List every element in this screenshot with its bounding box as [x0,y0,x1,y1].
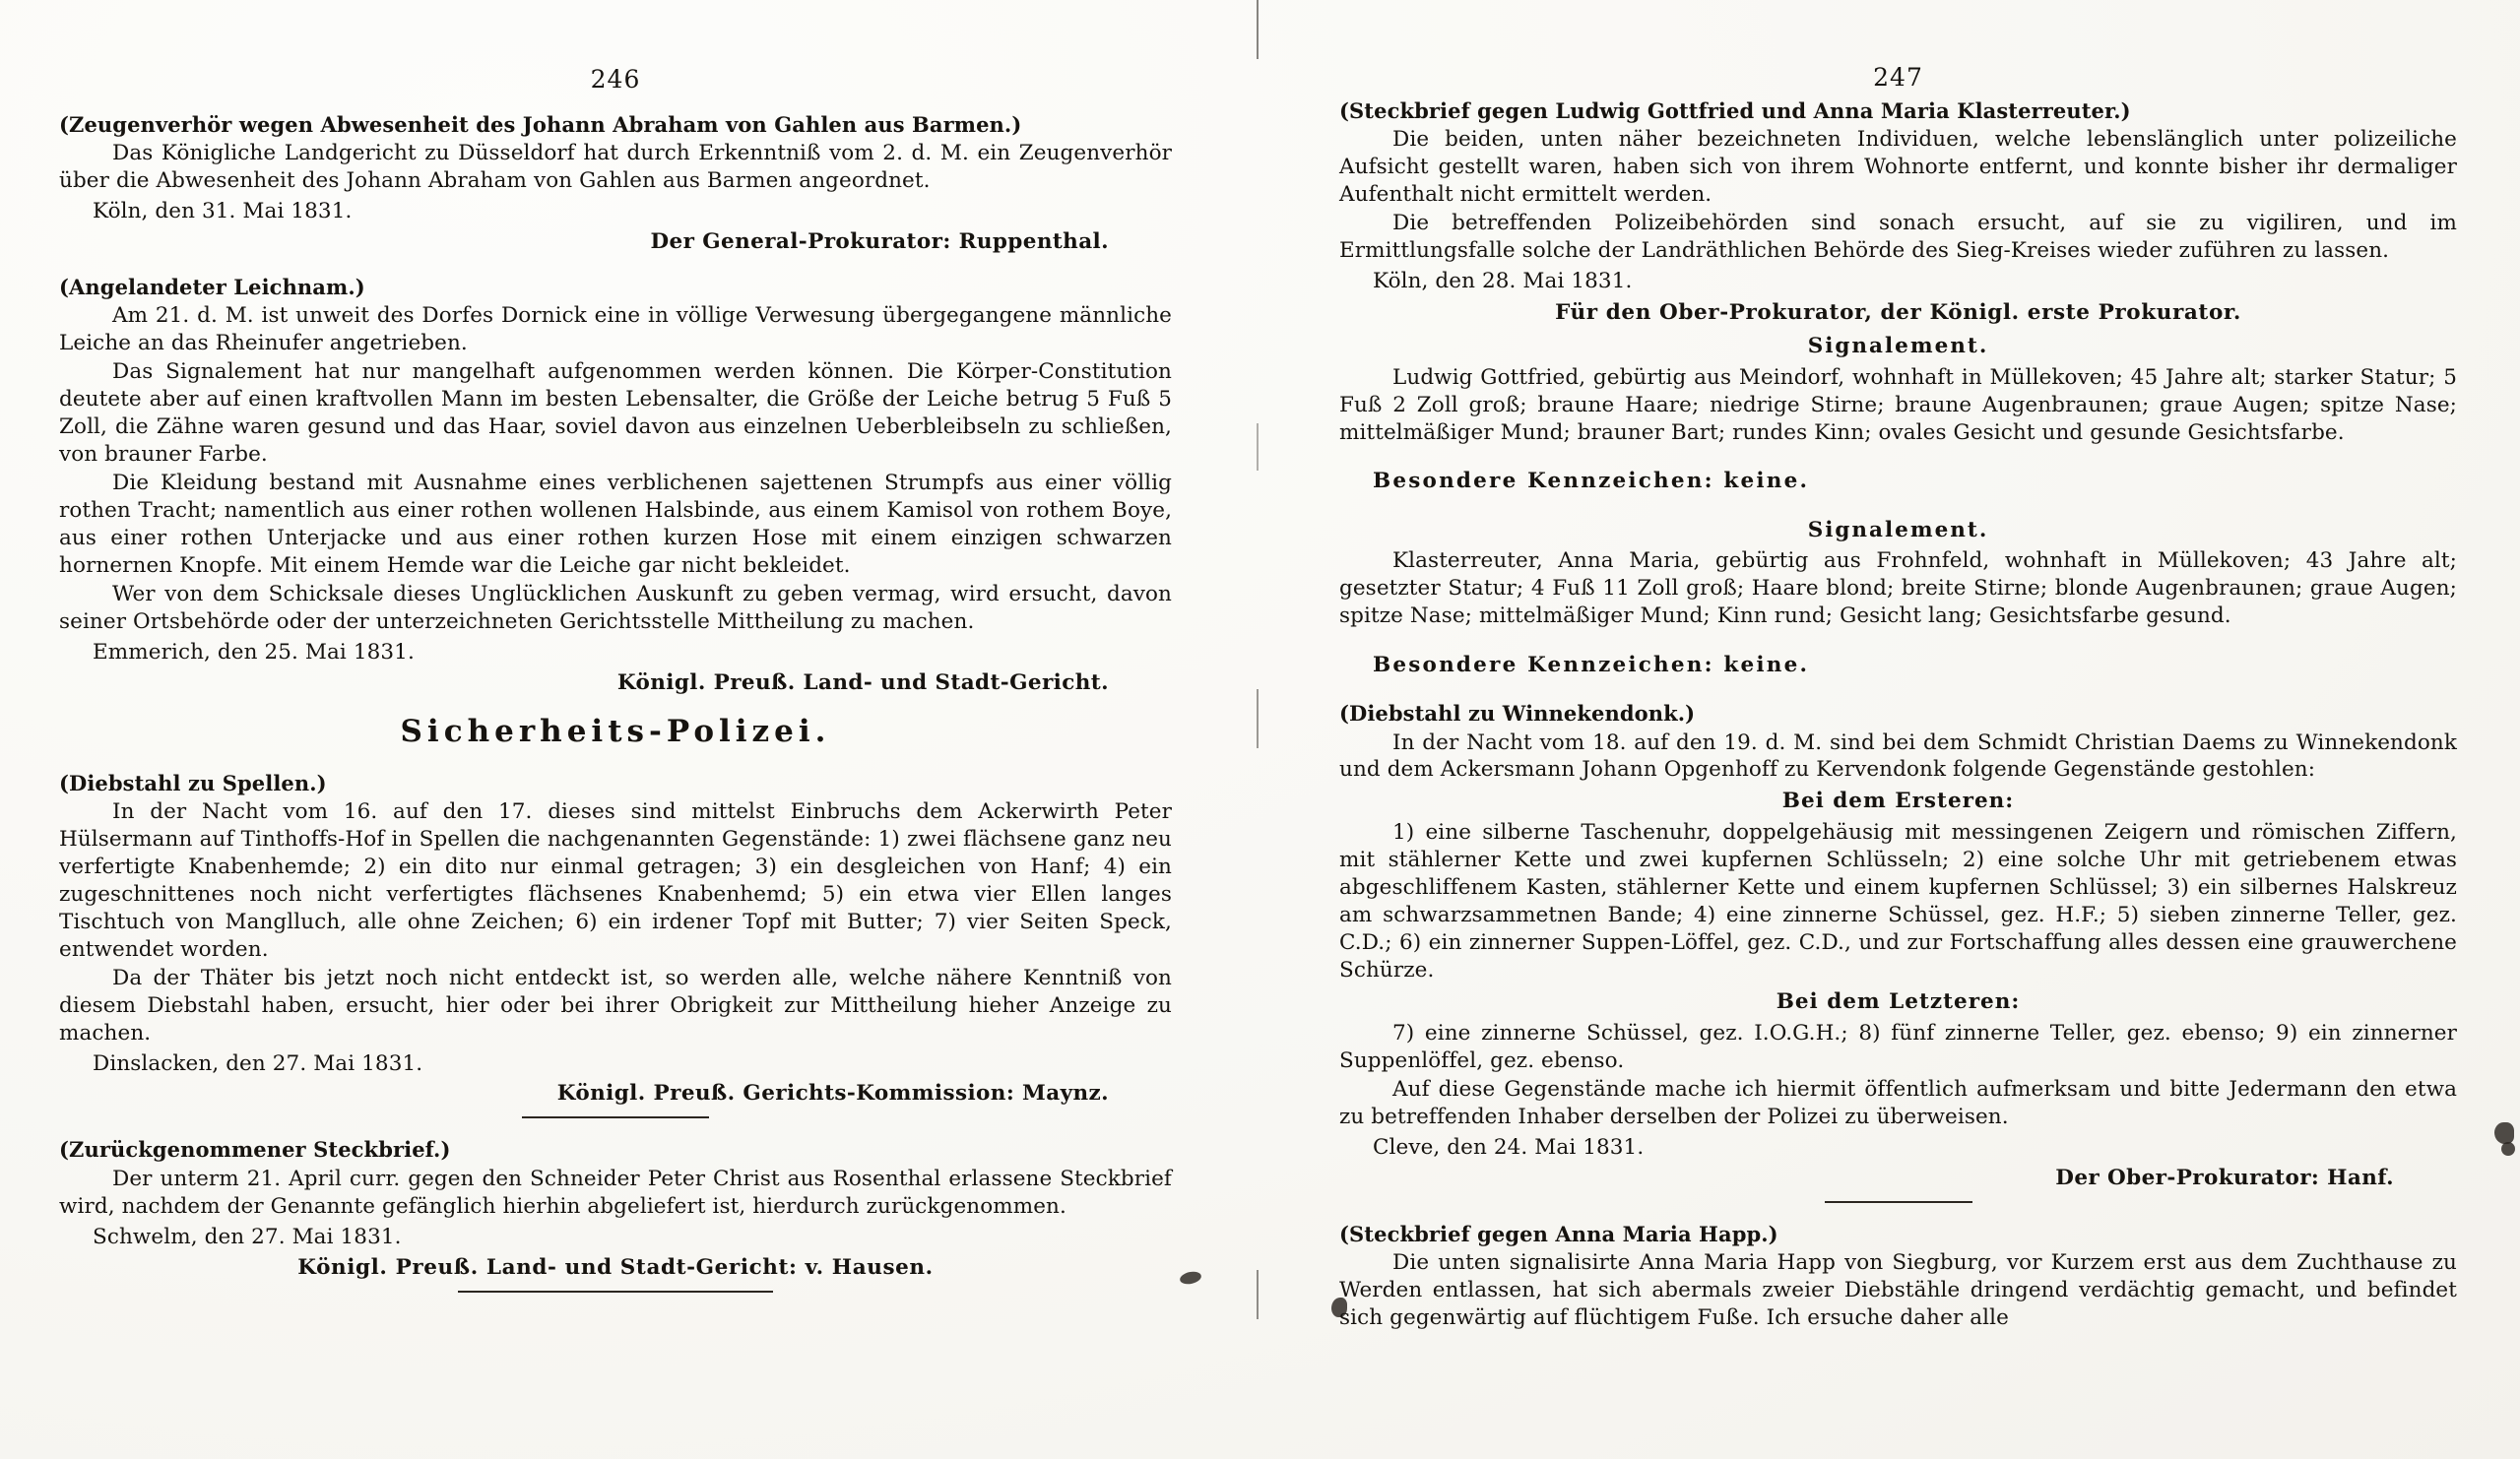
article-paragraph: In der Nacht vom 18. auf den 19. d. M. sind bei dem Schmidt Christian Daems zu Winnekendonk und dem Ackersmann Johann Opgenhoff zu Kervendonk folgende Gegenstände gestohlen: [1339,730,2457,783]
divider-rule [1825,1201,1972,1203]
article-signature: Der General-Prokurator: Ruppenthal. [650,229,1109,255]
special-marks-1: Besondere Kennzeichen: keine. [1373,469,1810,494]
article-paragraph: Die betreffenden Polizeibehörden sind sonach ersucht, auf sie zu vigiliren, und im Ermittlungsfalle solche der Landräthlichen Behörde des Sieg-Kreises wieder zuführen zu lassen. [1339,211,2457,264]
article-paragraph: Das Königliche Landgericht zu Düsseldorf hat durch Erkenntniß vom 2. d. M. ein Zeugenverhör über die Abwesenheit des Johann Abraham von Gahlen aus Barmen angeordnet. [59,141,1172,194]
signalement-entry: Klasterreuter, Anna Maria, gebürtig aus Frohnfeld, wohnhaft in Müllekoven; 43 Jahre alt; gesetzter Statur; 4 Fuß 11 Zoll groß; Haare blond; breite Stirne; blonde Augenbraunen; graue Augen; spitze Nase; mittelmäßiger Mund; Kinn rund; Gesicht lang; Gesichtsfarbe gesund. [1339,548,2457,629]
article-signature: Königl. Preuß. Gerichts-Kommission: Maynz. [556,1081,1109,1107]
article-paragraph: Am 21. d. M. ist unweit des Dorfes Dornick eine in völlige Verwesung übergegangene männliche Leiche an das Rheinufer angetrieben. [59,303,1172,356]
article-place-date: Schwelm, den 27. Mai 1831. [93,1224,402,1249]
subheading-erster: Bei dem Ersteren: [1781,789,2015,814]
right-page-body [1339,97,2457,1332]
left-page-number: 246 [590,65,641,94]
article-heading: (Diebstahl zu Winnekendonk.) [1339,701,1696,727]
article-zurueckgenommener-steckbrief [59,1136,1172,1282]
article-heading: (Steckbrief gegen Ludwig Gottfried und Anna Maria Klasterreuter.) [1339,98,2131,123]
article-place-date: Dinslacken, den 27. Mai 1831. [93,1050,423,1076]
signalement-entry: Ludwig Gottfried, gebürtig aus Meindorf, wohnhaft in Müllekoven; 45 Jahre alt; starker Statur; 5 Fuß 2 Zoll groß; braune Haare; niedrige Stirne; braune Augenbraunen; graue Augen; spitze Nase; mittelmäßiger Mund; brauner Bart; rundes Kinn; ovales Gesicht und gesunde Gesichtsfarbe. [1339,364,2457,445]
right-page-column [1339,0,2457,1459]
article-steckbrief-anna-maria-happ [1339,1221,2457,1332]
ink-blot-icon [2501,1142,2515,1156]
article-paragraph: Da der Thäter bis jetzt noch nicht entdeckt ist, so werden alle, welche nähere Kenntniß von diesem Diebstahl haben, ersucht, hier oder bei ihrer Obrigkeit zur Mittheilung hieher Anzeige zu machen. [59,965,1172,1046]
article-heading: (Diebstahl zu Spellen.) [59,770,327,795]
left-page-column [59,0,1172,1459]
article-angelandeter-leichnam [59,274,1172,696]
article-signature: Für den Ober-Prokurator, der Königl. erste Prokurator. [1555,299,2241,325]
article-paragraph: Die Kleidung bestand mit Ausnahme eines verblichenen sajettenen Strumpfs aus einer völlig rothen Tracht; namentlich aus einer rothen wollenen Halsbinde, aus einem Kamisol von rothem Boye, aus einer rothen Unterjacke und aus einer rothen kurzen Hose mit einem einzigen schwarzen hornernen Knopfe. Mit einem Hemde war die Leiche gar nicht bekleidet. [59,470,1172,578]
right-page-number: 247 [1873,63,1923,92]
article-paragraph: Das Signalement hat nur mangelhaft aufgenommen werden können. Die Körper-Constitution deutete aber auf einen kraftvollen Mann im besten Lebensalter, die Größe der Leiche betrug 5 Fuß 5 Zoll, die Zähne waren gesund und das Haar, soviel davon aus einzelnen Ueberbleibseln zu schließen, von brauner Farbe. [59,359,1172,468]
ink-blot-icon [1179,1270,1202,1286]
book-gutter-shadow [1257,0,1259,1459]
article-paragraph: Wer von dem Schicksale dieses Unglücklichen Auskunft zu geben vermag, wird ersucht, davon seiner Ortsbehörde oder der unterzeichneten Gerichtsstelle Mittheilung zu machen. [59,581,1172,634]
article-closing: Auf diese Gegenstände mache ich hiermit öffentlich aufmerksam und bitte Jedermann den etwa zu betreffenden Inhaber derselben der Polizei zu überweisen. [1339,1076,2457,1129]
article-place-date: Emmerich, den 25. Mai 1831. [93,639,415,665]
article-paragraph: Die beiden, unten näher bezeichneten Individuen, welche lebenslänglich unter polizeiliche Aufsicht gestellt waren, haben sich von ihrem Wohnorte entfernt, und konnte bisher ihr dermaliger Aufenthalt nicht ermittelt werden. [1339,127,2457,208]
article-paragraph: In der Nacht vom 16. auf den 17. dieses sind mittelst Einbruchs dem Ackerwirth Peter Hülsermann auf Tinthoffs-Hof in Spellen die nachgenannten Gegenstände: 1) zwei flächsene ganz neu verfertigte Knabenhemde; 2) ein dito nur einmal getragen; 3) ein desgleichen von Hanf; 4) ein zugeschnittenes noch nicht verfertigtes flächsenes Knabenhemd; 5) ein etwa vier Ellen langes Tischtuch von Manglluch, alle ohne Zeichen; 6) ein irdener Topf mit Butter; 7) vier Seiten Speck, entwendet worden. [59,799,1172,962]
article-place-date: Cleve, den 24. Mai 1831. [1373,1134,1645,1160]
special-marks-2: Besondere Kennzeichen: keine. [1373,652,1810,677]
divider-rule [522,1116,709,1118]
article-diebstahl-winnekendonk [1339,700,2457,1191]
stolen-items-list-1: 1) eine silberne Taschenuhr, doppelgehäusig mit messingenen Zeigern und römischen Ziffern, mit stählerner Kette und zwei kupfernen Schlüsseln; 2) eine solche Uhr mit getriebenem etwas abgeschliffenem Kasten, stählerner Kette und einem kupfernen Schlüssel; 3) ein silbernes Halskreuz am schwarzsammetnen Bande; 4) eine zinnerne Schüssel, gez. H.F.; 5) sieben zinnerne Teller, gez. C.D.; 6) ein zinnerner Suppen-Löffel, gez. C.D., und zur Fortschaffung alles dessen eine grauwerchene Schürze. [1339,820,2457,983]
article-signature: Königl. Preuß. Land- und Stadt-Gericht: v. Hausen. [297,1255,934,1281]
article-heading: (Steckbrief gegen Anna Maria Happ.) [1339,1221,1778,1246]
article-steckbrief-gottfried-klasterreuter [1339,97,2457,679]
article-heading: (Zeugenverhör wegen Abwesenheit des Johann Abraham von Gahlen aus Barmen.) [59,112,1022,137]
stolen-items-list-2: 7) eine zinnerne Schüssel, gez. I.O.G.H.; 8) fünf zinnerne Teller, gez. ebenso; 9) ein zinnerner Suppenlöffel, gez. ebenso. [1339,1020,2457,1073]
signalement-label: Signalement. [1807,517,1989,542]
article-diebstahl-spellen [59,770,1172,1109]
article-heading: (Zurückgenommener Steckbrief.) [59,1137,451,1163]
ink-blot-icon [2494,1122,2514,1144]
article-signature: Königl. Preuß. Land- und Stadt-Gericht. [616,669,1109,695]
article-zeugenverhoer [59,111,1172,256]
divider-rule [458,1291,773,1293]
article-heading: (Angelandeter Leichnam.) [59,275,365,300]
article-paragraph: Die unten signalisirte Anna Maria Happ von Siegburg, vor Kurzem erst aus dem Zuchthause zu Werden entlassen, hat sich abermals zweier Diebstähle dringend verdächtig gemacht, und befindet sich gegenwärtig auf flüchtigem Fuße. Ich ersuche daher alle [1339,1249,2457,1330]
article-place-date: Köln, den 31. Mai 1831. [93,199,353,224]
left-page-body [59,111,1172,1293]
article-paragraph: Der unterm 21. April curr. gegen den Schneider Peter Christ aus Rosenthal erlassene Steckbrief wird, nachdem der Genannte gefänglich hierhin abgeliefert ist, hierdurch zurückgenommen. [59,1166,1172,1219]
section-title-sicherheits-polizei: Sicherheits-Polizei. [400,714,831,750]
signalement-label: Signalement. [1807,333,1989,358]
article-place-date: Köln, den 28. Mai 1831. [1373,268,1633,293]
subheading-letzterer: Bei dem Letzteren: [1776,988,2021,1014]
article-signature: Der Ober-Prokurator: Hanf. [2055,1165,2394,1190]
